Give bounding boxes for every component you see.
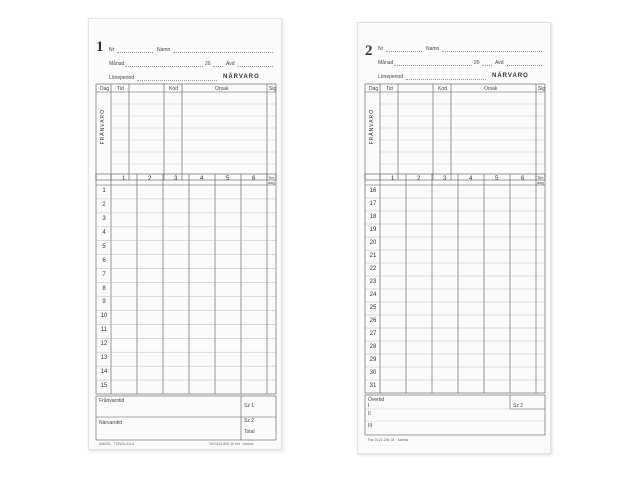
avd-label: Avd [226, 61, 235, 67]
franvaro-label: FRÅNVARO [369, 109, 375, 145]
tim-dag-label: Tim dag [268, 175, 275, 185]
tim-dag-label: Tim dag [537, 175, 544, 185]
year-label: 20 [205, 61, 211, 67]
sz2-label: Sz 2 [244, 418, 255, 424]
ot-row-3: III [368, 423, 373, 429]
overtid-label: Övertid [368, 397, 385, 403]
col-header: 6 [252, 176, 256, 182]
day-label: 24 [369, 291, 377, 298]
col-header: 2 [148, 176, 152, 182]
day-label: 13 [100, 355, 108, 362]
franvaro-grid [89, 19, 281, 449]
day-label: 16 [369, 187, 377, 194]
loneperiod-label: Löneperiod [378, 74, 404, 80]
header-tid: Tid [117, 86, 124, 92]
col-header: 6 [521, 176, 525, 182]
day-label: 28 [369, 343, 377, 350]
header-kod: Kod [169, 86, 178, 92]
day-label: 19 [369, 226, 377, 233]
day-label: 8 [102, 285, 106, 292]
header-dag: Dag [369, 86, 379, 92]
header-tid: Tid [386, 86, 393, 92]
col-header: 4 [200, 176, 204, 182]
loneperiod-label: Löneperiod [109, 75, 135, 81]
day-label: 22 [369, 265, 377, 272]
col-header: 5 [495, 176, 499, 182]
manad-label: Månad [378, 60, 394, 66]
narvaro-title: NÄRVARO [492, 73, 529, 79]
header-dag: Dag [100, 86, 110, 92]
namn-label: Namn [157, 47, 171, 53]
nr-label: Nr [378, 46, 384, 52]
footer-left: Fax 0122-284 34 · Adress [368, 438, 409, 442]
card-number: 1 [96, 39, 104, 55]
day-label: 30 [369, 369, 377, 376]
franvarotid-label: Frånvarotid [99, 398, 125, 404]
day-label: 1 [102, 187, 106, 194]
card-number: 2 [365, 43, 373, 59]
day-label: 25 [369, 304, 377, 311]
header-kod: Kod [438, 86, 447, 92]
day-label: 9 [102, 299, 106, 306]
total-label: Total [244, 429, 255, 435]
day-label: 18 [369, 213, 377, 220]
day-label: 29 [369, 356, 377, 363]
avd-label: Avd [495, 60, 504, 66]
namn-label: Namn [426, 46, 440, 52]
narvaro-title: NÄRVARO [223, 74, 260, 80]
col-header: 1 [391, 176, 395, 182]
sz1-label: Sz 1 [244, 403, 255, 409]
time-card-2 [357, 22, 551, 454]
narvarotid-label: Närvarotid [99, 420, 123, 426]
nr-label: Nr [109, 47, 115, 53]
day-label: 17 [369, 200, 377, 207]
col-header: 2 [417, 176, 421, 182]
day-label: 4 [102, 229, 106, 236]
day-label: 31 [369, 382, 377, 389]
day-label: 7 [102, 271, 106, 278]
day-label: 12 [100, 341, 108, 348]
day-label: 21 [369, 252, 377, 259]
header-orsak: Orsak [484, 86, 498, 92]
time-card-1 [88, 18, 282, 450]
footer-right: Tel 0122-800 10 ext · Adress [209, 442, 254, 446]
year-label: 20 [474, 60, 480, 66]
header-orsak: Orsak [215, 86, 229, 92]
col-header: 1 [122, 176, 126, 182]
col-header: 3 [174, 176, 178, 182]
manad-label: Månad [109, 61, 125, 67]
col-header: 3 [443, 176, 447, 182]
footer-left: 005231 · TON20-0114 [99, 442, 134, 446]
day-label: 14 [100, 369, 108, 376]
day-label: 10 [100, 313, 108, 320]
franvaro-label: FRÅNVARO [100, 109, 106, 145]
ot-row-2: II [368, 411, 371, 417]
header-sig: Sig [269, 86, 277, 92]
day-label: 23 [369, 278, 377, 285]
day-label: 27 [369, 330, 377, 337]
col-header: 4 [469, 176, 473, 182]
col-header: 5 [226, 176, 230, 182]
header-sig: Sig [538, 86, 546, 92]
day-label: 20 [369, 239, 377, 246]
sz2-label: Sz 2 [513, 403, 524, 409]
ot-row-1: I [368, 403, 370, 409]
day-label: 15 [100, 383, 108, 390]
day-label: 6 [102, 257, 106, 264]
day-label: 11 [100, 327, 108, 334]
day-label: 26 [369, 317, 377, 324]
day-label: 2 [102, 201, 106, 208]
day-label: 5 [102, 243, 106, 250]
day-label: 3 [102, 215, 106, 222]
